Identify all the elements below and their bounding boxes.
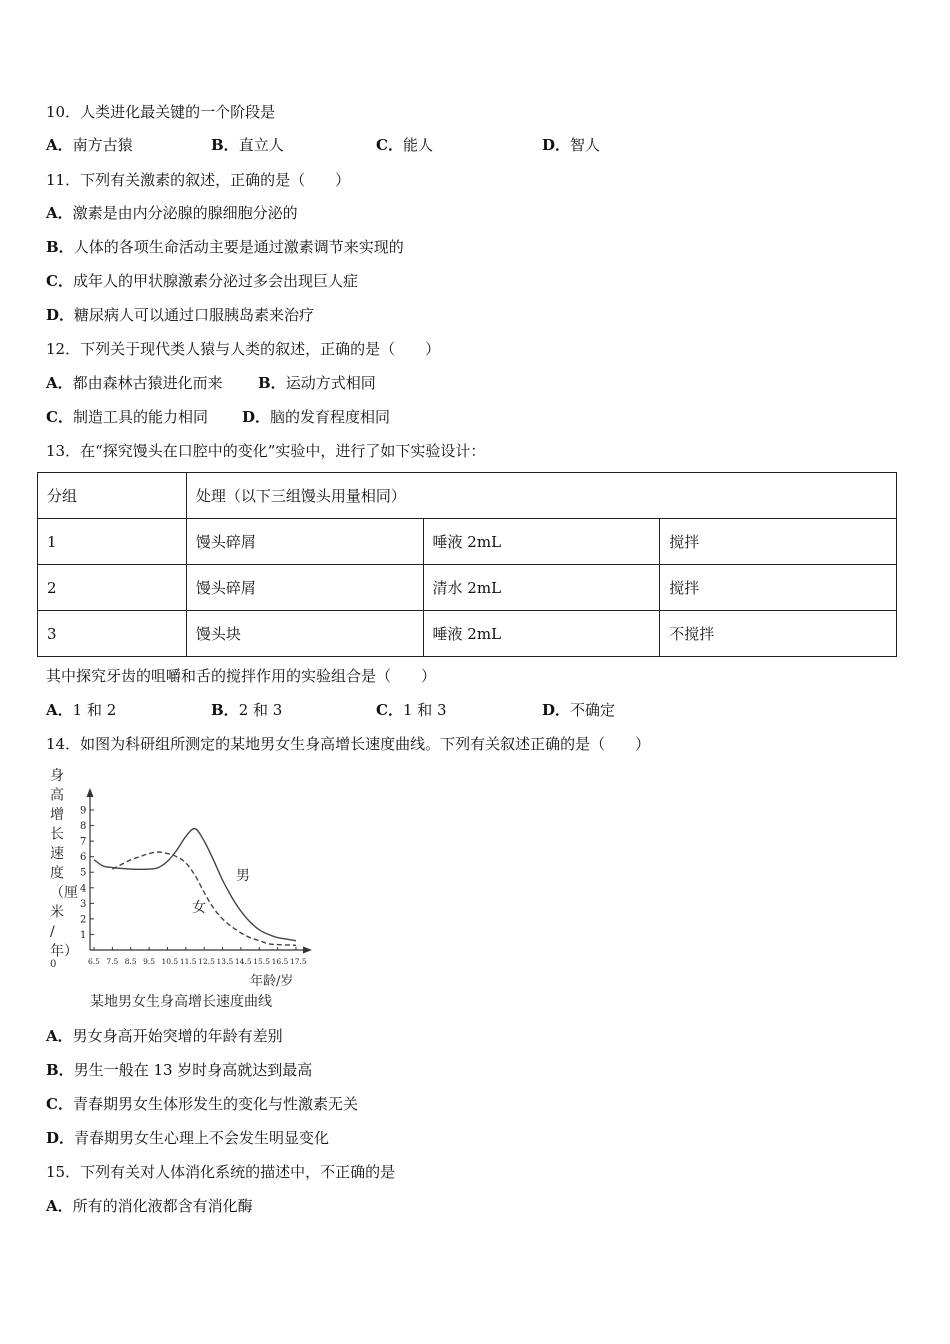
q11-option-b[interactable]: B．人体的各项生命活动主要是通过激素调节来实现的 xyxy=(46,238,404,256)
table-cell: 不搅拌 xyxy=(660,611,897,657)
q11-stem: 11．下列有关激素的叙述，正确的是（ ） xyxy=(46,171,351,189)
table-cell: 2 xyxy=(38,565,187,611)
table-cell: 3 xyxy=(38,611,187,657)
x-tick-label: 15.5 xyxy=(253,957,270,966)
experiment-table xyxy=(37,472,897,657)
q10-options xyxy=(46,135,906,155)
table-cell: 清水 2mL xyxy=(423,565,660,611)
q13-option-d[interactable]: D．不确定 xyxy=(542,701,616,719)
legend-female-label: 女 xyxy=(192,900,206,916)
q13-options xyxy=(46,700,906,720)
y-tick-label: 3 xyxy=(80,898,87,910)
q12-option-d[interactable]: D．脑的发育程度相同 xyxy=(242,408,391,426)
series-line-male xyxy=(94,829,296,941)
q12-options-row1 xyxy=(46,373,906,393)
q10-option-a[interactable]: A．南方古猿 xyxy=(46,136,133,154)
x-tick-label: 14.5 xyxy=(234,957,252,966)
x-tick-label: 16.5 xyxy=(271,957,289,966)
q10-stem: 10．人类进化最关键的一个阶段是 xyxy=(46,103,276,121)
x-tick-label: 17.5 xyxy=(290,957,307,966)
y-tick-label: 2 xyxy=(80,914,87,926)
q13-stem: 13．在“探究馒头在口腔中的变化”实验中，进行了如下实验设计： xyxy=(46,442,486,460)
y-tick-label: 8 xyxy=(80,821,87,833)
y-tick-label: 4 xyxy=(80,883,87,895)
y-tick-label: 5 xyxy=(80,867,87,879)
q12-option-a[interactable]: A．都由森林古猿进化而来 xyxy=(46,374,223,392)
legend-male-label: 男 xyxy=(236,868,250,884)
q13-question: 其中探究牙齿的咀嚼和舌的搅拌作用的实验组合是（ ） xyxy=(46,667,437,685)
x-axis-label: 年龄/岁 xyxy=(250,974,294,989)
y-axis-label xyxy=(50,768,78,960)
q14-option-c[interactable]: C．青春期男女生体形发生的变化与性激素无关 xyxy=(46,1095,358,1113)
x-tick-label: 7.5 xyxy=(106,957,119,966)
y-tick-label: 1 xyxy=(80,929,87,941)
q13-option-b[interactable]: B．2 和 3 xyxy=(211,701,283,719)
table-cell: 搅拌 xyxy=(660,519,897,565)
origin-label: 0 xyxy=(50,959,57,970)
table-cell: 馒头碎屑 xyxy=(186,565,423,611)
q12-stem: 12．下列关于现代类人猿与人类的叙述，正确的是（ ） xyxy=(46,340,441,358)
q13-option-a[interactable]: A．1 和 2 xyxy=(46,701,117,719)
y-axis-label-char: 增 xyxy=(50,807,64,823)
series-line-female xyxy=(112,852,296,945)
chart-axes xyxy=(87,788,313,954)
x-tick-label: 13.5 xyxy=(216,957,234,966)
y-axis-arrow-icon xyxy=(87,788,94,797)
y-axis-label-char: （厘 xyxy=(50,885,78,901)
q10-option-d[interactable]: D．智人 xyxy=(542,136,601,154)
x-tick-label: 12.5 xyxy=(198,957,215,966)
q15-stem: 15．下列有关对人体消化系统的描述中，不正确的是 xyxy=(46,1163,396,1181)
q14-stem: 14．如图为科研组所测定的某地男女生身高增长速度曲线。下列有关叙述正确的是（ ） xyxy=(46,735,651,753)
x-tick-label: 9.5 xyxy=(143,957,156,966)
q11-option-c[interactable]: C．成年人的甲状腺激素分泌过多会出现巨人症 xyxy=(46,272,358,290)
table-header-row xyxy=(38,473,897,519)
q10-option-b[interactable]: B．直立人 xyxy=(211,136,284,154)
table-header-cell: 处理（以下三组馒头用量相同） xyxy=(186,473,896,519)
y-axis-label-char: 米 xyxy=(50,904,64,921)
q14-option-b[interactable]: B．男生一般在 13 岁时身高就达到最高 xyxy=(46,1061,313,1079)
q14-option-a[interactable]: A．男女身高开始突增的年龄有差别 xyxy=(46,1027,283,1045)
y-axis-label-char: 年） xyxy=(50,943,78,960)
x-tick-label: 8.5 xyxy=(124,957,137,966)
q12-option-c[interactable]: C．制造工具的能力相同 xyxy=(46,408,208,426)
y-axis-label-char: 身 xyxy=(50,768,64,784)
q11-option-d[interactable]: D．糖尿病人可以通过口服胰岛素来治疗 xyxy=(46,306,315,324)
q15-option-a[interactable]: A．所有的消化液都含有消化酶 xyxy=(46,1197,253,1215)
q14-option-d[interactable]: D．青春期男女生心理上不会发生明显变化 xyxy=(46,1129,330,1147)
table-cell: 唾液 2mL xyxy=(423,611,660,657)
table-header-cell: 分组 xyxy=(38,473,187,519)
x-tick-label: 10.5 xyxy=(161,957,179,966)
q10-option-c[interactable]: C．能人 xyxy=(376,136,433,154)
q12-option-b[interactable]: B．运动方式相同 xyxy=(258,374,376,392)
chart-series xyxy=(94,829,296,946)
y-tick-label: 9 xyxy=(80,805,87,817)
y-axis-label-char: 高 xyxy=(50,787,64,804)
chart-title: 某地男女生身高增长速度曲线 xyxy=(90,994,272,1010)
y-tick-label: 7 xyxy=(80,836,87,848)
q12-options-row2 xyxy=(46,407,906,427)
q11-option-a[interactable]: A．激素是由内分泌腺的腺细胞分泌的 xyxy=(46,204,298,222)
table-cell: 馒头块 xyxy=(186,611,423,657)
table-cell: 1 xyxy=(38,519,187,565)
table-cell: 馒头碎屑 xyxy=(186,519,423,565)
x-axis-arrow-icon xyxy=(303,947,312,954)
x-tick-label: 11.5 xyxy=(179,957,197,966)
table-cell: 搅拌 xyxy=(660,565,897,611)
y-axis-label-char: 速 xyxy=(50,846,64,862)
growth-chart xyxy=(46,764,326,1014)
y-axis-label-char: 长 xyxy=(50,826,64,843)
y-ticks xyxy=(80,806,94,941)
y-tick-label: 6 xyxy=(80,852,87,864)
table-row xyxy=(38,519,897,565)
q13-option-c[interactable]: C．1 和 3 xyxy=(376,701,447,719)
table-row xyxy=(38,611,897,657)
x-tick-label: 6.5 xyxy=(88,957,100,966)
table-row xyxy=(38,565,897,611)
y-axis-label-char: 度 xyxy=(50,865,64,882)
table-cell: 唾液 2mL xyxy=(423,519,660,565)
y-axis-label-char: / xyxy=(50,924,55,940)
